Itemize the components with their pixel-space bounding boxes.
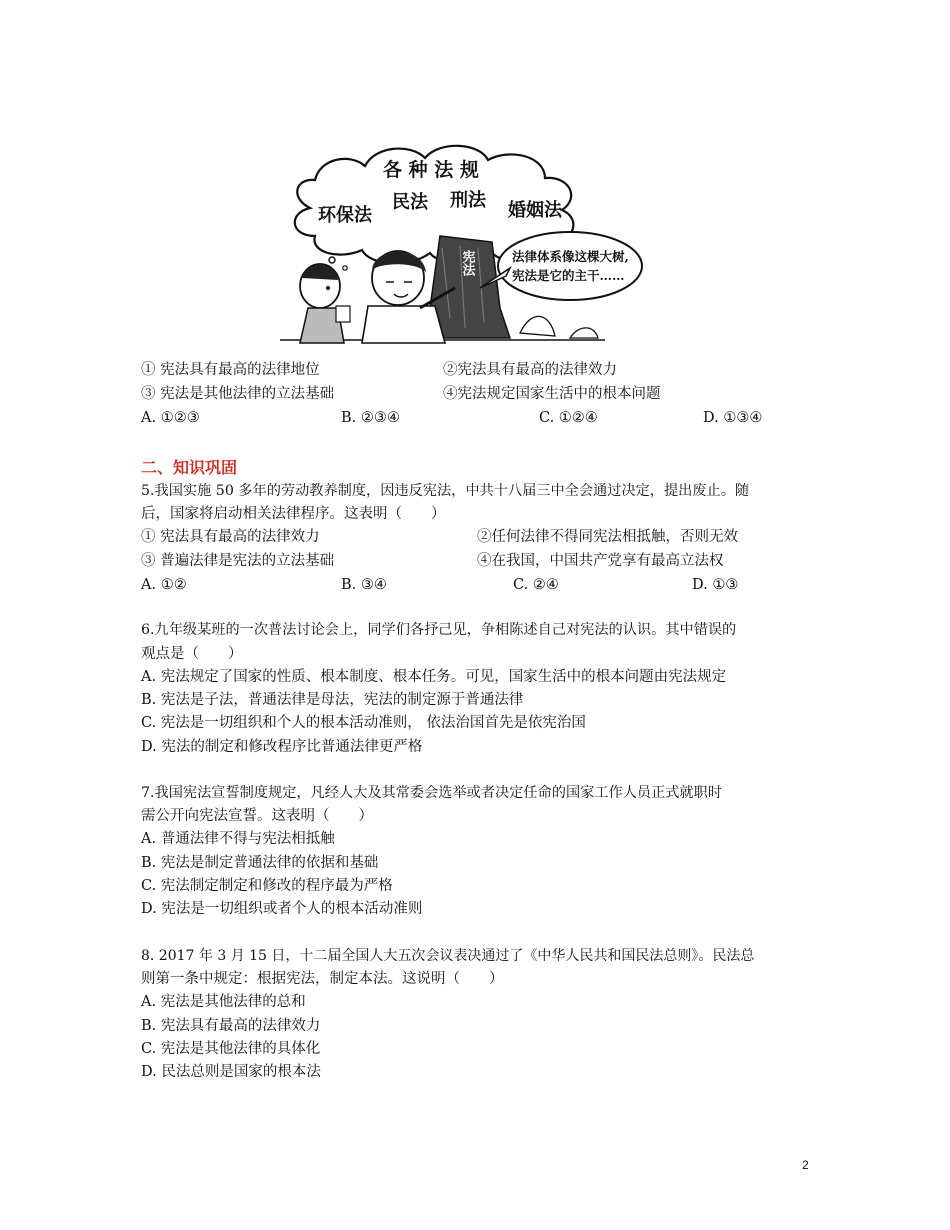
q6-option-c[interactable]: C. 宪法是一切组织和个人的根本活动准则， 依法治国首先是依宪治国 xyxy=(141,715,586,731)
q5-option-c[interactable]: C. ②④ xyxy=(513,577,559,593)
cloud-law-2: 民法 xyxy=(392,192,428,213)
q5-statement-3: ③ 普遍法律是宪法的立法基础 xyxy=(141,553,335,569)
cartoon-illustration xyxy=(270,138,629,350)
q5-statement-1: ① 宪法具有最高的法律效力 xyxy=(141,529,320,545)
q5-option-d[interactable]: D. ①③ xyxy=(692,577,739,593)
speech-line-1: 法律体系像这棵大树, xyxy=(512,249,629,264)
q5-stem-line-1: 5.我国实施 50 多年的劳动教养制度，因违反宪法，中共十八届三中全会通过决定，提出废止。随 xyxy=(141,483,750,499)
q4-option-a[interactable]: A. ①②③ xyxy=(141,410,200,426)
q6-option-a[interactable]: A. 宪法规定了国家的性质、根本制度、根本任务。可见，国家生活中的根本问题由宪法规定 xyxy=(141,669,727,685)
q6-stem-line-1: 6.九年级某班的一次普法讨论会上，同学们各抒己见，争相陈述自己对宪法的认识。其中错误的 xyxy=(141,622,737,638)
q4-statement-1: ① 宪法具有最高的法律地位 xyxy=(141,362,320,378)
q5-statement-2: ②任何法律不得同宪法相抵触，否则无效 xyxy=(477,529,738,545)
trunk-text: 宪法 xyxy=(459,250,475,276)
q4-statement-4: ④宪法规定国家生活中的根本问题 xyxy=(443,386,661,402)
q8-stem-line-1: 8. 2017 年 3 月 15 日，十二届全国人大五次会议表决通过了《中华人民共和国民法总则》。民法总 xyxy=(141,948,755,964)
q7-stem-line-2: 需公开向宪法宣誓。这表明（ ） xyxy=(141,808,373,824)
q5-option-a[interactable]: A. ①② xyxy=(141,577,187,593)
q6-option-b[interactable]: B. 宪法是子法，普通法律是母法，宪法的制定源于普通法律 xyxy=(141,692,524,708)
q4-option-d[interactable]: D. ①③④ xyxy=(703,410,763,426)
cloud-title: 各 种 法 规 xyxy=(383,159,479,181)
q4-statement-2: ②宪法具有最高的法律效力 xyxy=(443,362,617,378)
q7-option-a[interactable]: A. 普通法律不得与宪法相抵触 xyxy=(141,831,335,847)
speech-bubble xyxy=(498,232,642,300)
q7-option-b[interactable]: B. 宪法是制定普通法律的依据和基础 xyxy=(141,855,379,871)
q7-option-d[interactable]: D. 宪法是一切组织或者个人的根本活动准则 xyxy=(141,901,423,917)
cloud-law-3: 刑法 xyxy=(450,190,486,211)
section-title: 二、知识巩固 xyxy=(141,458,238,477)
q4-statement-3: ③ 宪法是其他法律的立法基础 xyxy=(141,386,335,402)
q7-stem-line-1: 7.我国宪法宣誓制度规定，凡经人大及其常委会选举或者决定任命的国家工作人员正式就职时 xyxy=(141,785,723,801)
q8-option-b[interactable]: B. 宪法具有最高的法律效力 xyxy=(141,1018,321,1034)
q6-option-d[interactable]: D. 宪法的制定和修改程序比普通法律更严格 xyxy=(141,739,423,755)
cloud-law-4: 婚姻法 xyxy=(508,200,562,221)
q4-option-c[interactable]: C. ①②④ xyxy=(539,410,598,426)
q5-option-b[interactable]: B. ③④ xyxy=(341,577,387,593)
q5-stem-line-2: 后，国家将启动相关法律程序。这表明（ ） xyxy=(141,506,446,522)
q8-option-d[interactable]: D. 民法总则是国家的根本法 xyxy=(141,1064,321,1080)
cloud-law-1: 环保法 xyxy=(318,205,372,226)
q5-statement-4: ④在我国，中国共产党享有最高立法权 xyxy=(477,553,724,569)
q8-option-a[interactable]: A. 宪法是其他法律的总和 xyxy=(141,994,306,1010)
q4-option-b[interactable]: B. ②③④ xyxy=(341,410,400,426)
speech-line-2: 宪法是它的主干…… xyxy=(512,268,625,283)
page-number: 2 xyxy=(802,1158,809,1172)
q6-stem-line-2: 观点是（ ） xyxy=(141,646,243,662)
q7-option-c[interactable]: C. 宪法制定制定和修改的程序最为严格 xyxy=(141,878,393,894)
q8-option-c[interactable]: C. 宪法是其他法律的具体化 xyxy=(141,1041,321,1057)
q8-stem-line-2: 则第一条中规定：根据宪法，制定本法。这说明（ ） xyxy=(141,971,504,987)
boy-figure xyxy=(300,264,350,343)
